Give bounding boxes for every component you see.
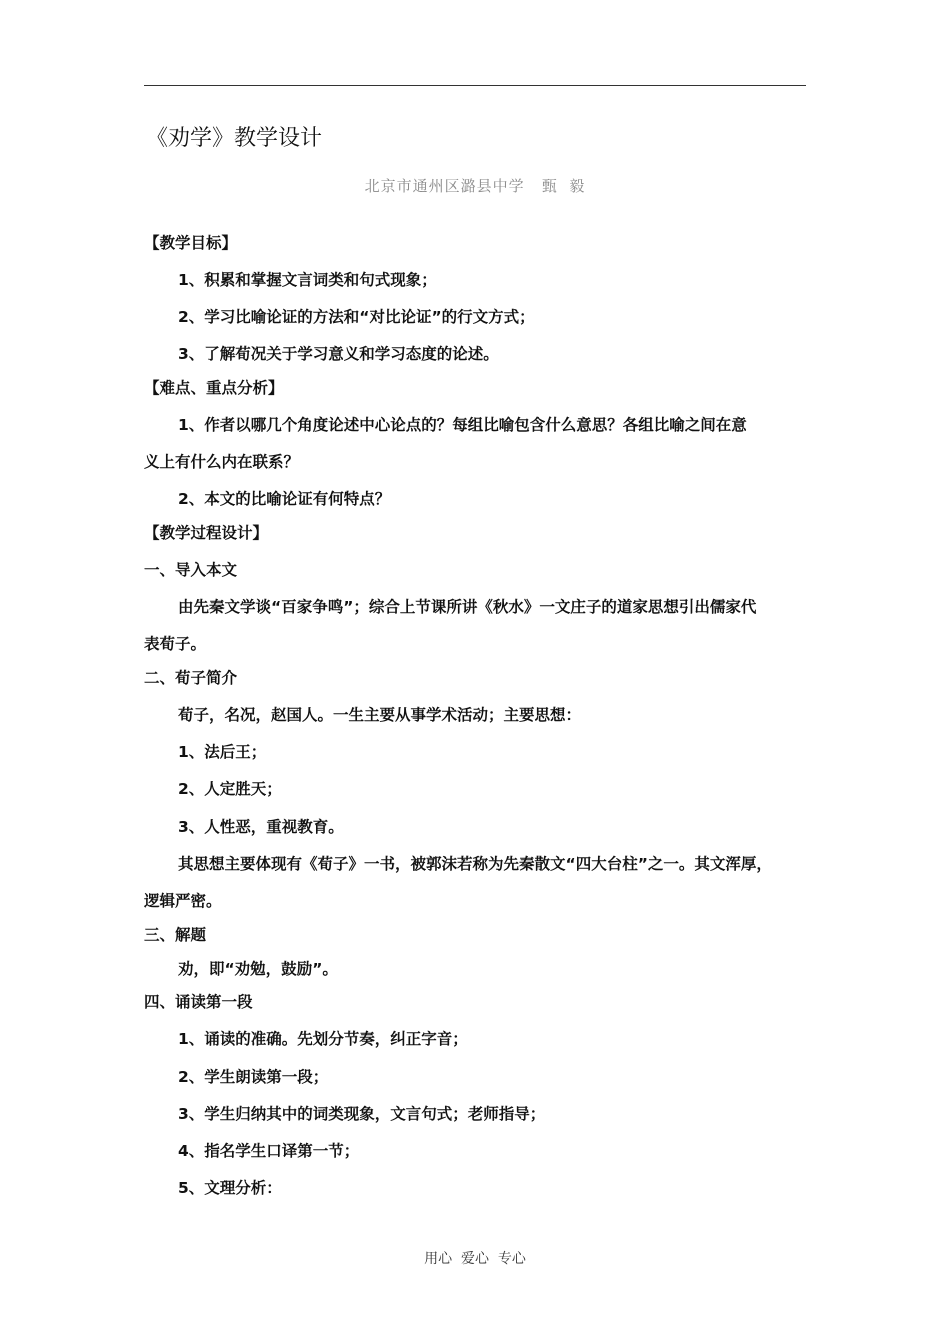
- list-item: 1、诵读的准确。先划分节奏，纠正字音；: [178, 1030, 468, 1048]
- list-item: 3、学生归纳其中的词类现象，文言句式；老师指导；: [178, 1105, 546, 1123]
- subsection-heading: 一、导入本文: [144, 561, 238, 579]
- paragraph-line: 荀子，名况，赵国人。一生主要从事学术活动；主要思想：: [178, 706, 582, 724]
- section-heading: 【教学目标】: [144, 234, 238, 252]
- list-item: 3、了解荀况关于学习意义和学习态度的论述。: [178, 345, 499, 363]
- list-item: 3、人性恶，重视教育。: [178, 818, 344, 836]
- paragraph-line: 其思想主要体现有《荀子》一书，被郭沫若称为先秦散文“四大台柱”之一。其文浑厚，: [178, 855, 772, 873]
- section-heading: 【教学过程设计】: [144, 524, 269, 542]
- subsection-heading: 二、荀子简介: [144, 669, 238, 687]
- paragraph-line: 义上有什么内在联系？: [144, 453, 300, 471]
- list-item: 2、学习比喻论证的方法和“对比论证”的行文方式；: [178, 308, 535, 326]
- list-item: 4、指名学生口译第一节；: [178, 1142, 360, 1160]
- subsection-heading: 三、解题: [144, 926, 207, 944]
- subsection-heading: 四、诵读第一段: [144, 993, 253, 1011]
- list-item: 1、作者以哪几个角度论述中心论点的？每组比喻包含什么意思？各组比喻之间在意: [178, 416, 747, 434]
- section-heading: 【难点、重点分析】: [144, 379, 284, 397]
- list-item: 2、人定胜天；: [178, 780, 282, 798]
- list-item: 2、本文的比喻论证有何特点？: [178, 490, 391, 508]
- document-author: 北京市通州区潞县中学 甄 毅: [364, 177, 586, 195]
- list-item: 1、法后王；: [178, 743, 267, 761]
- paragraph-line: 劝，即“劝勉，鼓励”。: [178, 960, 338, 978]
- list-item: 5、文理分析：: [178, 1179, 282, 1197]
- paragraph-line: 表荀子。: [144, 635, 207, 653]
- paragraph-line: 由先秦文学谈“百家争鸣”；综合上节课所讲《秋水》一文庄子的道家思想引出儒家代: [178, 598, 757, 616]
- paragraph-line: 逻辑严密。: [144, 892, 222, 910]
- document-title: 《劝学》教学设计: [146, 126, 323, 151]
- list-item: 2、学生朗读第一段；: [178, 1068, 329, 1086]
- header-rule: [144, 85, 806, 86]
- page-footer: 用心 爱心 专心: [424, 1251, 526, 1267]
- list-item: 1、积累和掌握文言词类和句式现象；: [178, 271, 437, 289]
